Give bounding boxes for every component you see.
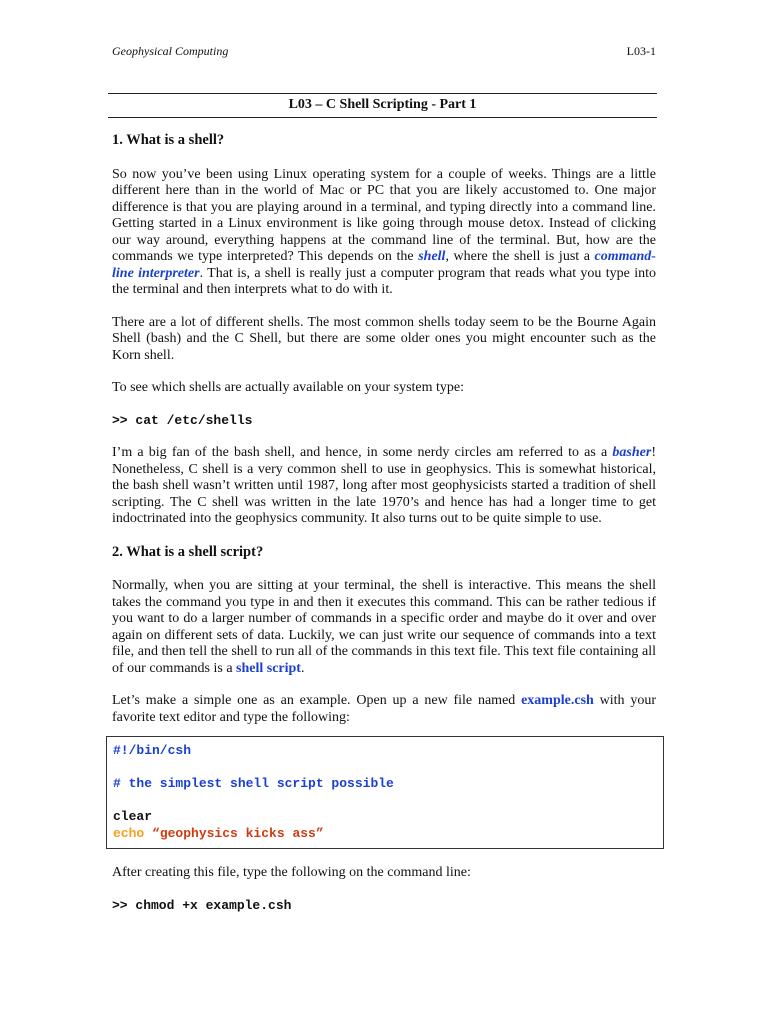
code-clear: clear <box>113 809 153 824</box>
section-heading-what-is-shell: 1. What is a shell? <box>112 132 225 148</box>
term-example-file: example.csh <box>521 693 594 708</box>
header-course-title: Geophysical Computing <box>112 44 229 58</box>
header-page-number: L03-1 <box>626 44 656 58</box>
code-echo-line <box>113 826 657 843</box>
code-example-box <box>106 736 664 849</box>
term-command-line-interpreter: command-line interpreter <box>112 249 656 281</box>
term-basher: basher <box>612 445 652 460</box>
paragraph-make-example: Let’s make a simple one as an example. Open up a new file named example.csh with your favorite text editor and type the following: <box>112 693 656 725</box>
paragraph-bash-fan: I’m a big fan of the bash shell, and hence, in some nerdy circles am referred to as a basher! Nonetheless, C shell is a very common shell to use in geophysics. This is somewhat historical, the bash shell wasn’t written until 1987, long after most geophysicists started a tradition of shell scripting. The C shell was written in the late 1970’s and hence has had a longer time to get indoctrinated into the geophysics community. It also turns out to be quite simple to use. <box>112 445 656 526</box>
term-shell-script: shell script <box>236 660 301 676</box>
title-rule-bottom <box>108 117 657 118</box>
section-heading-what-is-script: 2. What is a shell script? <box>112 543 264 560</box>
code-echo-string: “geophysics kicks ass” <box>144 825 324 841</box>
code-echo-keyword: echo <box>113 825 145 841</box>
command-cat-shells: >> cat /etc/shells <box>112 412 253 428</box>
title-rule-top <box>108 93 657 94</box>
code-comment: # the simplest shell script possible <box>113 776 394 791</box>
paragraph-shell-intro: So now you’ve been using Linux operating system for a couple of weeks. Things are a little different here than in the world of Mac or PC that you are likely accustomed to. One major difference is that you are playing around in a terminal, and typing directly into a command line. Getting started in a Linux environment is like going through mouse detox. Instead of clicking our way around, everything happens at the command line of the terminal. But, how are the commands we type interpreted? This depends on the shell, where the shell is just a command-line interpreter. That is, a shell is really just a computer program that reads what you type into the terminal and then interprets what to do with it. <box>112 166 656 297</box>
code-shebang: #!/bin/csh <box>113 743 192 758</box>
document-body <box>112 132 656 914</box>
paragraph-script-intro: Normally, when you are sitting at your terminal, the shell is interactive. This means the shell takes the command you type in and then it executes this command. This can be rather tedious if you want to do a larger number of commands in a specific order and maybe do it over and over again on different sets of data. Luckily, we can just write our sequence of commands into a text file, and then tell the shell to run all of the commands in this text file. This text file containing all of our commands is a shell script. <box>112 578 656 676</box>
command-chmod: >> chmod +x example.csh <box>112 897 292 913</box>
paragraph-see-shells: To see which shells are actually available on your system type: <box>112 380 465 395</box>
paragraph-after-creating: After creating this file, type the following on the command line: <box>112 865 471 880</box>
paragraph-shell-types: There are a lot of different shells. The most common shells today seem to be the Bourne Again Shell (bash) and the C Shell, but there are some older ones you might encounter such as the Korn shell. <box>112 314 656 363</box>
page-header <box>112 44 656 64</box>
term-shell: shell <box>418 249 446 264</box>
document-title: L03 – C Shell Scripting - Part 1 <box>288 97 477 112</box>
